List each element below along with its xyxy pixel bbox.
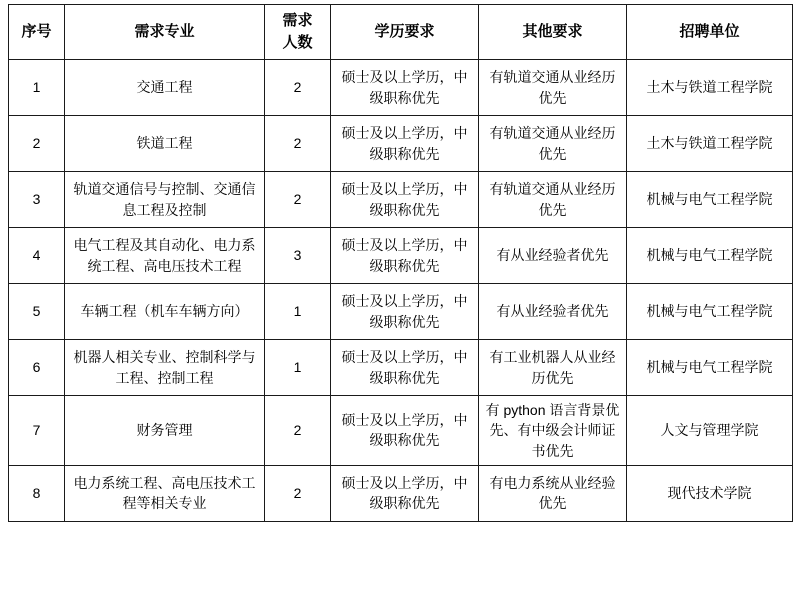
cell-count: 2 — [265, 116, 331, 172]
header-count — [265, 5, 331, 60]
cell-count: 1 — [265, 340, 331, 396]
cell-index: 2 — [9, 116, 65, 172]
header-education: 学历要求 — [331, 5, 479, 60]
cell-unit: 现代技术学院 — [627, 465, 793, 521]
cell-other: 有电力系统从业经验优先 — [479, 465, 627, 521]
cell-unit: 土木与铁道工程学院 — [627, 116, 793, 172]
table-header — [9, 5, 793, 60]
cell-unit: 机械与电气工程学院 — [627, 172, 793, 228]
cell-unit: 土木与铁道工程学院 — [627, 60, 793, 116]
cell-other: 有轨道交通从业经历优先 — [479, 116, 627, 172]
header-count-line2: 人数 — [282, 34, 313, 51]
table-row — [9, 465, 793, 521]
cell-other: 有从业经验者优先 — [479, 228, 627, 284]
cell-other: 有轨道交通从业经历优先 — [479, 172, 627, 228]
header-major: 需求专业 — [65, 5, 265, 60]
cell-unit: 机械与电气工程学院 — [627, 228, 793, 284]
cell-education: 硕士及以上学历，中级职称优先 — [331, 60, 479, 116]
cell-major: 电力系统工程、高电压技术工程等相关专业 — [65, 465, 265, 521]
cell-index: 4 — [9, 228, 65, 284]
table-row — [9, 60, 793, 116]
cell-education: 硕士及以上学历，中级职称优先 — [331, 340, 479, 396]
cell-index: 1 — [9, 60, 65, 116]
cell-major: 交通工程 — [65, 60, 265, 116]
cell-major: 轨道交通信号与控制、交通信息工程及控制 — [65, 172, 265, 228]
cell-other: 有 python 语言背景优先、有中级会计师证书优先 — [479, 396, 627, 466]
cell-major: 机器人相关专业、控制科学与工程、控制工程 — [65, 340, 265, 396]
cell-index: 3 — [9, 172, 65, 228]
cell-count: 2 — [265, 172, 331, 228]
recruitment-requirements-table — [8, 4, 793, 522]
cell-major: 财务管理 — [65, 396, 265, 466]
cell-count: 2 — [265, 60, 331, 116]
cell-education: 硕士及以上学历，中级职称优先 — [331, 172, 479, 228]
cell-education: 硕士及以上学历，中级职称优先 — [331, 396, 479, 466]
cell-count: 2 — [265, 465, 331, 521]
cell-major: 电气工程及其自动化、电力系统工程、高电压技术工程 — [65, 228, 265, 284]
table-row — [9, 172, 793, 228]
cell-other: 有轨道交通从业经历优先 — [479, 60, 627, 116]
table-body — [9, 60, 793, 522]
cell-index: 6 — [9, 340, 65, 396]
cell-major: 铁道工程 — [65, 116, 265, 172]
cell-count: 1 — [265, 284, 331, 340]
cell-count: 3 — [265, 228, 331, 284]
cell-unit: 机械与电气工程学院 — [627, 284, 793, 340]
cell-other: 有从业经验者优先 — [479, 284, 627, 340]
table-row — [9, 396, 793, 466]
table-row — [9, 116, 793, 172]
header-other: 其他要求 — [479, 5, 627, 60]
cell-education: 硕士及以上学历，中级职称优先 — [331, 284, 479, 340]
table-row — [9, 284, 793, 340]
table-row — [9, 340, 793, 396]
cell-other: 有工业机器人从业经历优先 — [479, 340, 627, 396]
cell-index: 8 — [9, 465, 65, 521]
cell-major: 车辆工程（机车车辆方向） — [65, 284, 265, 340]
cell-unit: 机械与电气工程学院 — [627, 340, 793, 396]
cell-index: 5 — [9, 284, 65, 340]
cell-unit: 人文与管理学院 — [627, 396, 793, 466]
header-unit: 招聘单位 — [627, 5, 793, 60]
cell-education: 硕士及以上学历，中级职称优先 — [331, 465, 479, 521]
header-index: 序号 — [9, 5, 65, 60]
table-header-row — [9, 5, 793, 60]
header-count-line1: 需求 — [282, 12, 313, 30]
table-row — [9, 228, 793, 284]
cell-count: 2 — [265, 396, 331, 466]
cell-education: 硕士及以上学历，中级职称优先 — [331, 116, 479, 172]
cell-education: 硕士及以上学历，中级职称优先 — [331, 228, 479, 284]
cell-index: 7 — [9, 396, 65, 466]
